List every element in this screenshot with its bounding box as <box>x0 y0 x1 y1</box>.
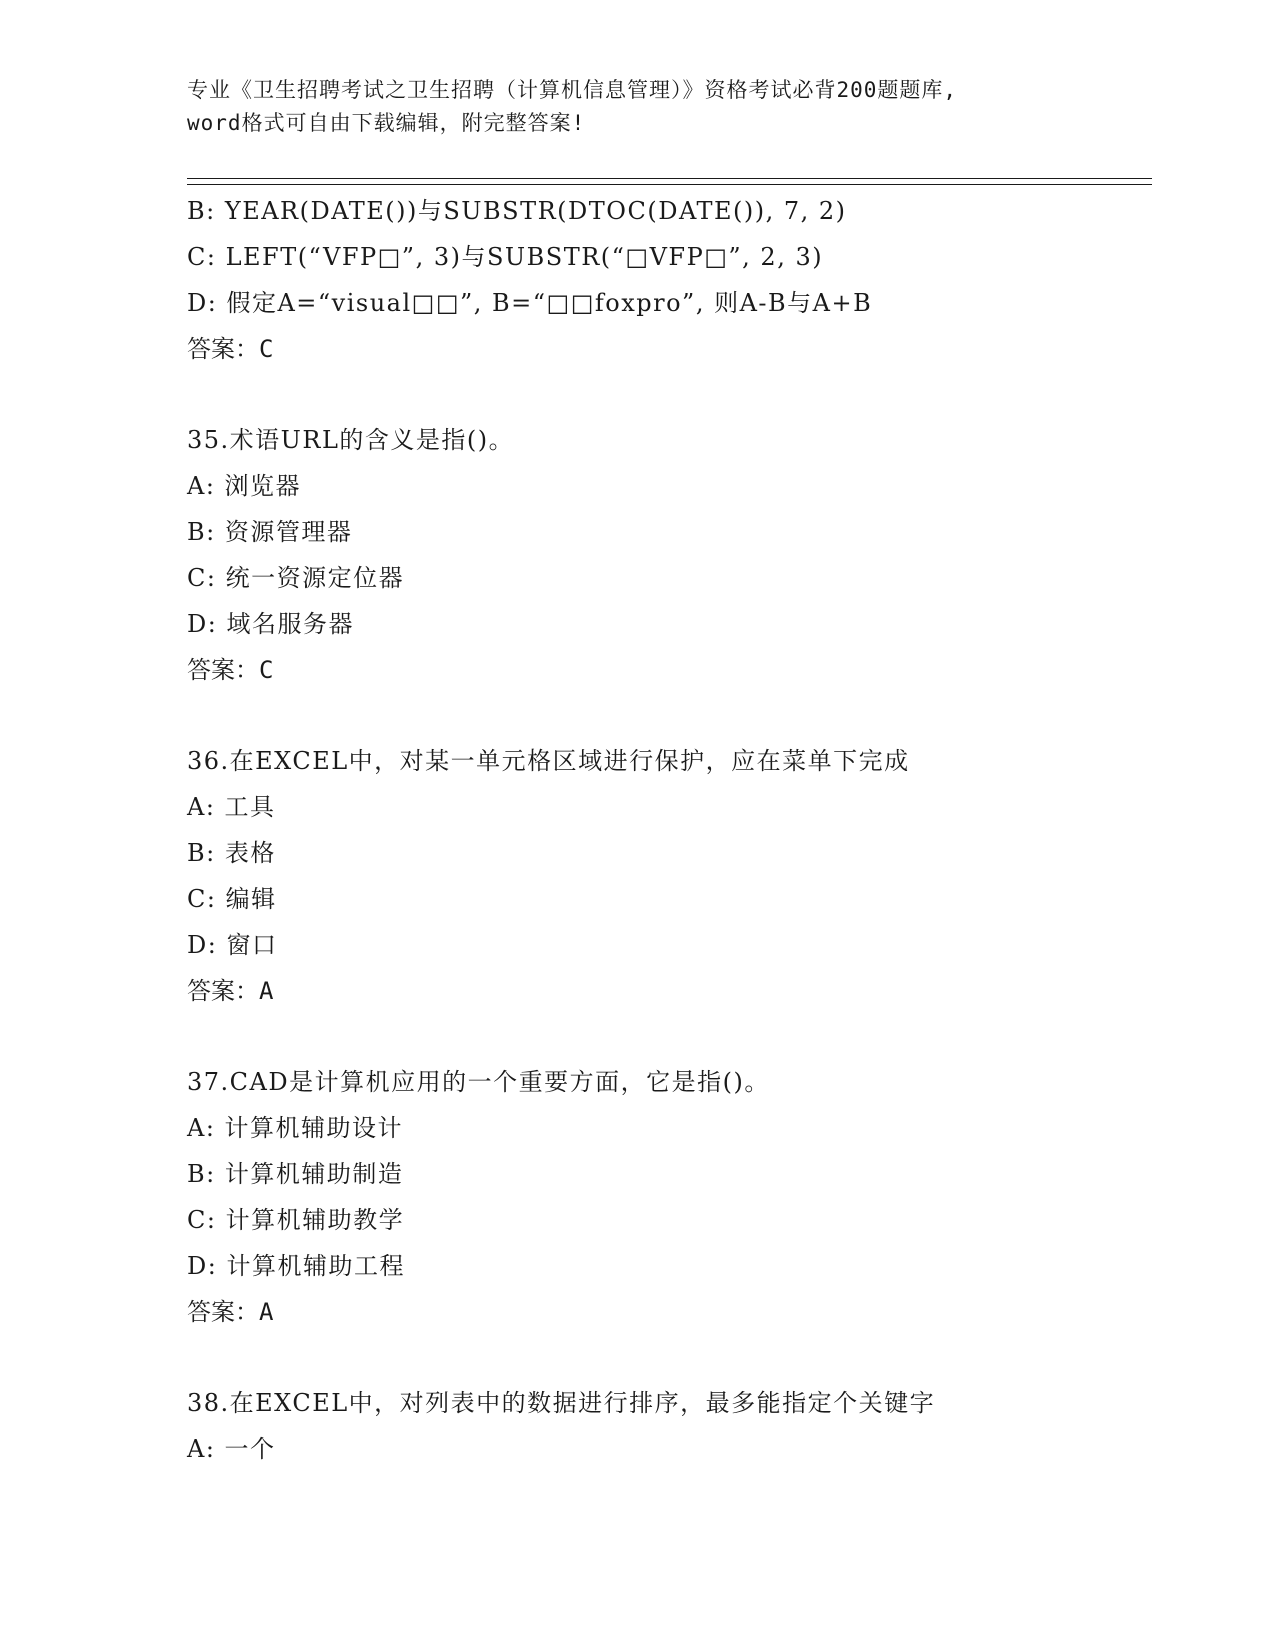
option-c: C: 统一资源定位器 <box>187 564 405 592</box>
option-a: A: 一个 <box>187 1435 276 1463</box>
answer-line: 答案：A <box>187 1298 274 1326</box>
option-d: D: 域名服务器 <box>187 610 354 638</box>
option-b: B: YEAR(DATE())与SUBSTR(DTOC(DATE()), 7, 2) <box>187 197 847 225</box>
question-fragment <box>187 188 1167 372</box>
question-35 <box>187 417 1167 693</box>
option-a: A: 浏览器 <box>187 472 302 500</box>
answer-line: 答案：A <box>187 977 274 1005</box>
option-b: B: 计算机辅助制造 <box>187 1160 404 1188</box>
question-text: 37.CAD是计算机应用的一个重要方面，它是指()。 <box>187 1068 770 1096</box>
header-title-line: 专业《卫生招聘考试之卫生招聘（计算机信息管理）》资格考试必背200题题库, <box>187 78 958 102</box>
question-37 <box>187 1059 1167 1335</box>
question-list <box>187 188 1167 1472</box>
answer-line: 答案：C <box>187 335 274 363</box>
option-d: D: 计算机辅助工程 <box>187 1252 405 1280</box>
question-text: 38.在EXCEL中，对列表中的数据进行排序，最多能指定个关键字 <box>187 1389 936 1417</box>
question-text: 35.术语URL的含义是指()。 <box>187 426 515 454</box>
question-38 <box>187 1380 1167 1472</box>
option-c: C: 编辑 <box>187 885 277 913</box>
option-a: A: 工具 <box>187 793 276 821</box>
option-b: B: 资源管理器 <box>187 518 353 546</box>
header-subtitle-line: word格式可自由下载编辑，附完整答案! <box>187 111 586 135</box>
option-c: C: LEFT(“VFP□”, 3)与SUBSTR(“□VFP□”, 2, 3) <box>187 243 824 271</box>
option-d: D: 窗口 <box>187 931 278 959</box>
option-c: C: 计算机辅助教学 <box>187 1206 405 1234</box>
header-double-rule <box>187 178 1152 185</box>
document-header <box>187 74 1167 140</box>
option-a: A: 计算机辅助设计 <box>187 1114 404 1142</box>
answer-line: 答案：C <box>187 656 274 684</box>
option-b: B: 表格 <box>187 839 276 867</box>
question-text: 36.在EXCEL中，对某一单元格区域进行保护，应在菜单下完成 <box>187 747 910 775</box>
question-36 <box>187 738 1167 1014</box>
option-d: D: 假定A=“visual□□”, B=“□□foxpro”, 则A-B与A+B <box>187 289 873 317</box>
